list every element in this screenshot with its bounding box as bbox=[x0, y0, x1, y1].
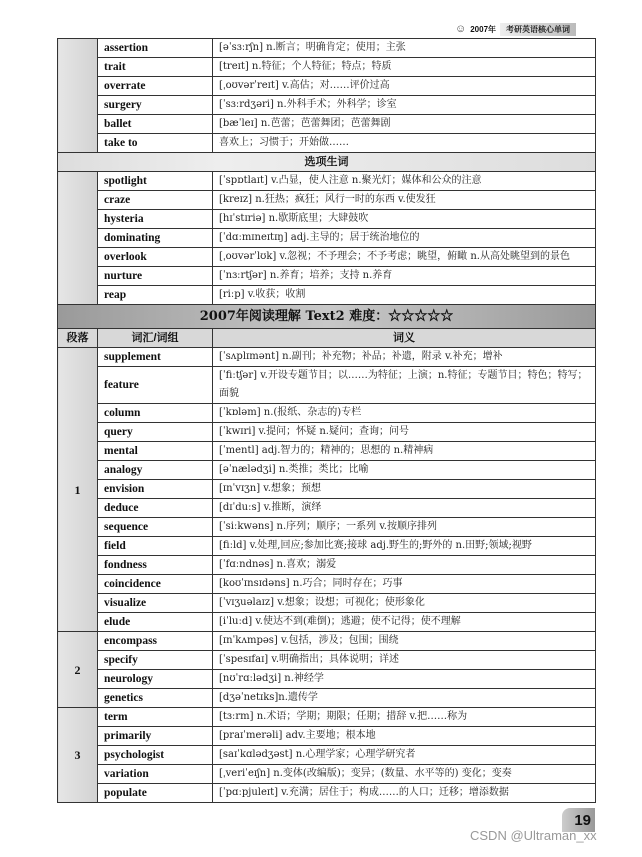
definition: [praɪˈmerəli] adv.主要地；根本地 bbox=[213, 727, 596, 746]
word: visualize bbox=[98, 594, 213, 613]
definition: [tɜːrm] n.术语；学期；期限；任期；措辞 v.把……称为 bbox=[213, 708, 596, 727]
definition: [ˈpɑːpjuleɪt] v.充满；居住于；构成……的人口；迁移；增添数据 bbox=[213, 784, 596, 803]
column-header: 词汇/词组 bbox=[98, 329, 213, 348]
definition: [dɪˈduːs] v.推断，演绎 bbox=[213, 499, 596, 518]
table-row bbox=[58, 746, 596, 765]
column-header: 段落 bbox=[58, 329, 98, 348]
definition: [əˈnælədʒi] n.类推；类比；比喻 bbox=[213, 461, 596, 480]
definition: [ˈfɑːndnəs] n.喜欢；溺爱 bbox=[213, 556, 596, 575]
definition: [riːp] v.收获；收割 bbox=[213, 286, 596, 305]
definition: [ˈspɒtlaɪt] v.凸显，使人注意 n.聚光灯；媒体和公众的注意 bbox=[213, 172, 596, 191]
definition: [ˈnɜːrtʃər] n.养育；培养；支持 n.养育 bbox=[213, 267, 596, 286]
word: envision bbox=[98, 480, 213, 499]
table-row bbox=[58, 423, 596, 442]
vocabulary-table bbox=[57, 38, 596, 803]
definition: [ˈsiːkwəns] n.序列；顺序；一系列 v.按顺序排列 bbox=[213, 518, 596, 537]
table-row bbox=[58, 784, 596, 803]
book-logo-icon: ☺ bbox=[455, 23, 467, 35]
paragraph-cell bbox=[58, 172, 98, 305]
definition: [iˈluːd] v.使达不到(难倒)；逃避；使不记得；使不理解 bbox=[213, 613, 596, 632]
paragraph-number: 3 bbox=[58, 708, 98, 803]
word: nurture bbox=[98, 267, 213, 286]
text2-title: 2007年阅读理解 Text2 难度：☆☆☆☆☆ bbox=[58, 305, 596, 329]
table-row bbox=[58, 77, 596, 96]
definition: [koʊˈɪnsɪdəns] n.巧合；同时存在；巧事 bbox=[213, 575, 596, 594]
table-row bbox=[58, 404, 596, 423]
definition: [ˈspesɪfaɪ] v.明确指出；具体说明；详述 bbox=[213, 651, 596, 670]
word: fondness bbox=[98, 556, 213, 575]
table-row bbox=[58, 58, 596, 77]
table-row bbox=[58, 480, 596, 499]
table-row bbox=[58, 286, 596, 305]
definition: [ɪnˈkʌmpəs] v.包括，涉及；包围；围绕 bbox=[213, 632, 596, 651]
definition: [nʊˈrɑːlədʒi] n.神经学 bbox=[213, 670, 596, 689]
table-row bbox=[58, 115, 596, 134]
word: overrate bbox=[98, 77, 213, 96]
table-row bbox=[58, 613, 596, 632]
table-row bbox=[58, 96, 596, 115]
table-row bbox=[58, 442, 596, 461]
header-year: 2007年 bbox=[470, 24, 497, 34]
table-row bbox=[58, 537, 596, 556]
definition: [ˈkwɪri] v.提问；怀疑 n.疑问；查询；问号 bbox=[213, 423, 596, 442]
definition: [kreɪz] n.狂热；疯狂；风行一时的东西 v.使发狂 bbox=[213, 191, 596, 210]
column-header: 词义 bbox=[213, 329, 596, 348]
word: assertion bbox=[98, 39, 213, 58]
paragraph-cell bbox=[58, 39, 98, 153]
word: spotlight bbox=[98, 172, 213, 191]
table-row bbox=[58, 134, 596, 153]
definition: [ˌveriˈeɪʃn] n.变体(改编版)；变异；(数量、水平等的) 变化；变奏 bbox=[213, 765, 596, 784]
table-row bbox=[58, 348, 596, 367]
table-row bbox=[58, 632, 596, 651]
word: variation bbox=[98, 765, 213, 784]
definition: [ˈmentl] adj.智力的；精神的；思想的 n.精神病 bbox=[213, 442, 596, 461]
word: surgery bbox=[98, 96, 213, 115]
definition: [ˈfiːtʃər] v.开设专题节目；以……为特征；上演；n.特征；专题节目；特色；特写；面貌 bbox=[213, 367, 596, 404]
definition: [əˈsɜːrʃn] n.断言；明确肯定；使用；主张 bbox=[213, 39, 596, 58]
table-row bbox=[58, 689, 596, 708]
definition: [dʒəˈnetɪks]n.遗传学 bbox=[213, 689, 596, 708]
definition: [ˌoʊvərˈreɪt] v.高估；对……评价过高 bbox=[213, 77, 596, 96]
header-book-title: 考研英语核心单词 bbox=[500, 23, 576, 36]
options-section-header bbox=[58, 153, 596, 172]
word: elude bbox=[98, 613, 213, 632]
definition: [ˈdɑːmɪneɪtɪŋ] adj.主导的；居于统治地位的 bbox=[213, 229, 596, 248]
word: field bbox=[98, 537, 213, 556]
table-row bbox=[58, 367, 596, 404]
word: query bbox=[98, 423, 213, 442]
definition: [bæˈleɪ] n.芭蕾；芭蕾舞团；芭蕾舞剧 bbox=[213, 115, 596, 134]
word: neurology bbox=[98, 670, 213, 689]
word: encompass bbox=[98, 632, 213, 651]
definition: [saɪˈkɑlədʒəst] n.心理学家；心理学研究者 bbox=[213, 746, 596, 765]
word: populate bbox=[98, 784, 213, 803]
word: overlook bbox=[98, 248, 213, 267]
word: dominating bbox=[98, 229, 213, 248]
table-row bbox=[58, 248, 596, 267]
table-row bbox=[58, 499, 596, 518]
definition: [hɪˈstɪriə] n.歇斯底里；大肆鼓吹 bbox=[213, 210, 596, 229]
page-number: 19 bbox=[562, 808, 595, 832]
word: feature bbox=[98, 367, 213, 404]
table-row bbox=[58, 708, 596, 727]
running-header bbox=[455, 22, 576, 36]
paragraph-number: 2 bbox=[58, 632, 98, 708]
word: coincidence bbox=[98, 575, 213, 594]
word: primarily bbox=[98, 727, 213, 746]
word: ballet bbox=[98, 115, 213, 134]
word: craze bbox=[98, 191, 213, 210]
word: column bbox=[98, 404, 213, 423]
table-row bbox=[58, 556, 596, 575]
word: deduce bbox=[98, 499, 213, 518]
table-row bbox=[58, 267, 596, 286]
table-row bbox=[58, 765, 596, 784]
definition: [ˈvɪʒuəlaɪz] v.想象；设想；可视化；使形象化 bbox=[213, 594, 596, 613]
text2-title-row bbox=[58, 305, 596, 329]
table-row bbox=[58, 229, 596, 248]
table-row bbox=[58, 210, 596, 229]
table-row bbox=[58, 172, 596, 191]
definition: [ˌoʊvərˈlʊk] v.忽视；不予理会；不予考虑；眺望，俯瞰 n.从高处眺望到的景色 bbox=[213, 248, 596, 267]
definition: [ˈkɒləm] n.(报纸、杂志的)专栏 bbox=[213, 404, 596, 423]
word: sequence bbox=[98, 518, 213, 537]
definition: 喜欢上；习惯于；开始做…… bbox=[213, 134, 596, 153]
word: supplement bbox=[98, 348, 213, 367]
table-row bbox=[58, 518, 596, 537]
word: mental bbox=[98, 442, 213, 461]
table-row bbox=[58, 191, 596, 210]
word: hysteria bbox=[98, 210, 213, 229]
word: take to bbox=[98, 134, 213, 153]
column-headers bbox=[58, 329, 596, 348]
word: analogy bbox=[98, 461, 213, 480]
word: reap bbox=[98, 286, 213, 305]
table-row bbox=[58, 39, 596, 58]
word: specify bbox=[98, 651, 213, 670]
paragraph-number: 1 bbox=[58, 348, 98, 632]
watermark: CSDN @Ultraman_xx bbox=[470, 828, 597, 843]
table-row bbox=[58, 727, 596, 746]
definition: [fiːld] v.处理,回应;参加比赛;接球 adj.野生的;野外的 n.田野;领域;视野 bbox=[213, 537, 596, 556]
definition: [ˈsʌplɪmənt] n.副刊；补充物；补品；补遗，附录 v.补充；增补 bbox=[213, 348, 596, 367]
table-row bbox=[58, 594, 596, 613]
word: term bbox=[98, 708, 213, 727]
definition: [ɪnˈvɪʒn] v.想象；预想 bbox=[213, 480, 596, 499]
table-row bbox=[58, 651, 596, 670]
word: trait bbox=[98, 58, 213, 77]
table-row bbox=[58, 575, 596, 594]
table-row bbox=[58, 670, 596, 689]
options-title: 选项生词 bbox=[58, 153, 596, 172]
table-row bbox=[58, 461, 596, 480]
word: psychologist bbox=[98, 746, 213, 765]
word: genetics bbox=[98, 689, 213, 708]
definition: [ˈsɜːrdʒəri] n.外科手术；外科学；诊室 bbox=[213, 96, 596, 115]
definition: [treɪt] n.特征；个人特征；特点；特质 bbox=[213, 58, 596, 77]
